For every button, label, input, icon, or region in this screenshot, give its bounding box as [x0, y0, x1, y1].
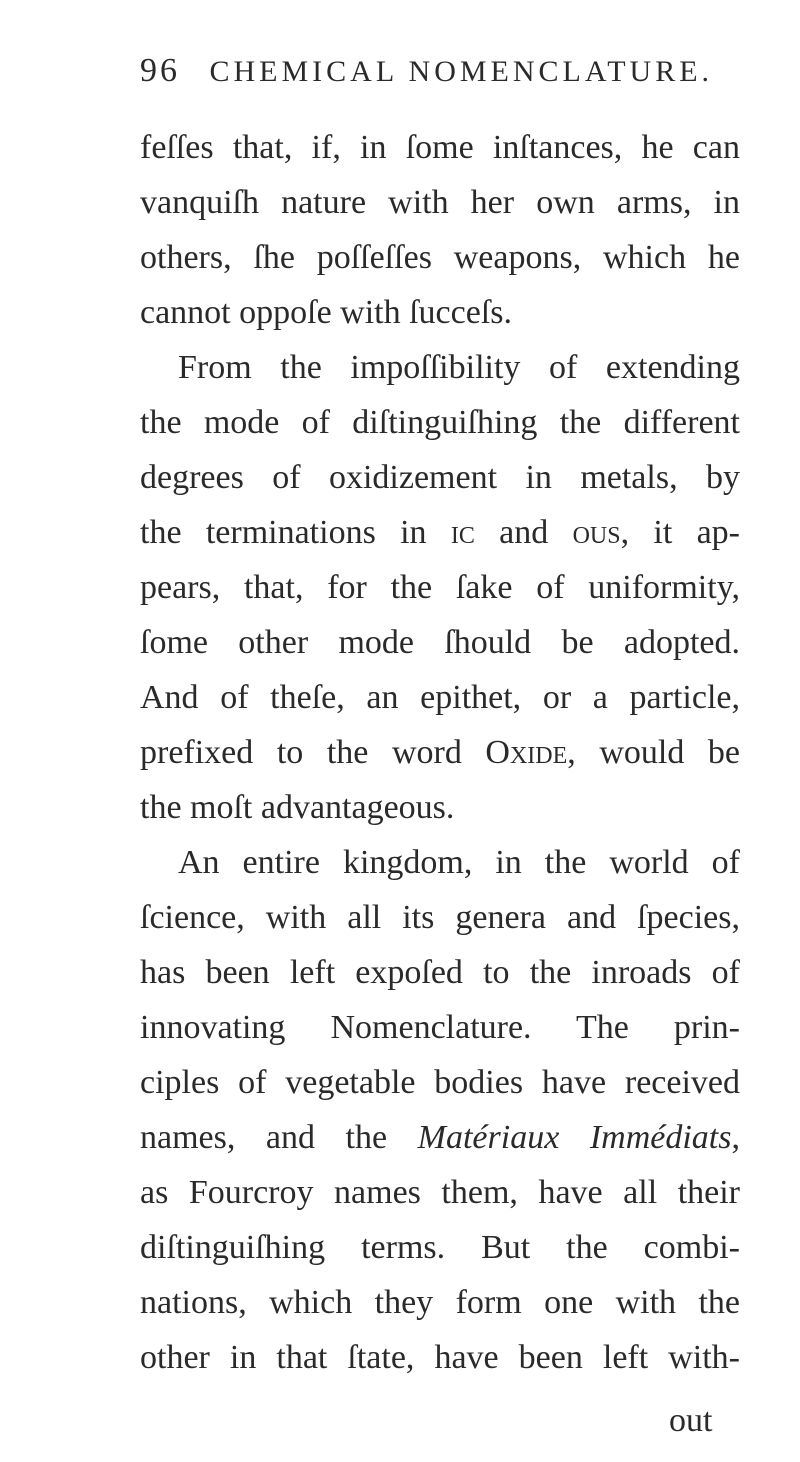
text-line: ciples of vegetable bodies have received — [140, 1064, 740, 1101]
text-line: has been left expoſed to the inroads of — [140, 954, 740, 991]
small-caps-suffix-ic: ic — [450, 514, 475, 551]
text-line: degrees of oxidizement in metals, by — [140, 459, 740, 496]
running-head-title: CHEMICAL NOMENCLATURE. — [209, 55, 714, 88]
text-line: vanquiſh nature with her own arms, in — [140, 184, 740, 221]
catchword: out — [669, 1402, 713, 1439]
text-line: cannot oppoſe with ſucceſs. — [140, 294, 513, 331]
text-line: names, and the Matériaux Immédiats, — [140, 1119, 740, 1156]
text-line: the moſt advantageous. — [140, 789, 455, 826]
small-caps-suffix-ous: ous — [572, 514, 621, 551]
text-line: diſtinguiſhing terms. But the combi- — [140, 1229, 740, 1266]
text-line: nations, which they form one with the — [140, 1284, 740, 1321]
text-line: innovating Nomenclature. The prin- — [140, 1009, 740, 1046]
text-line: pears, that, for the ſake of uniformity, — [140, 569, 740, 606]
text-line: the mode of diſtinguiſhing the different — [140, 404, 740, 441]
italic-term: Matériaux Immédiats — [417, 1119, 732, 1156]
text-line: feſſes that, if, in ſome inſtances, he can — [140, 129, 740, 166]
text-line: other in that ſtate, have been left with- — [140, 1339, 740, 1376]
text-line: And of theſe, an epithet, or a particle, — [140, 679, 740, 716]
text-line: the terminations in ic and ous, it ap- — [140, 514, 741, 551]
small-caps-word-oxide: Oxide — [485, 734, 568, 771]
body-text — [140, 120, 740, 1385]
text-line: ſcience, with all its genera and ſpecies, — [140, 899, 740, 936]
text-line: as Fourcroy names them, have all their — [140, 1174, 740, 1211]
text-line: others, ſhe poſſeſſes weapons, which he — [140, 239, 740, 276]
paragraph-start-line: From the impoſſibility of extending — [178, 349, 740, 386]
paragraph-start-line: An entire kingdom, in the world of — [178, 844, 740, 881]
text-line: prefixed to the word Oxide, would be — [140, 734, 741, 771]
running-head — [140, 52, 740, 102]
text-line: ſome other mode ſhould be adopted. — [140, 624, 740, 661]
page-number: 96 — [140, 52, 180, 89]
